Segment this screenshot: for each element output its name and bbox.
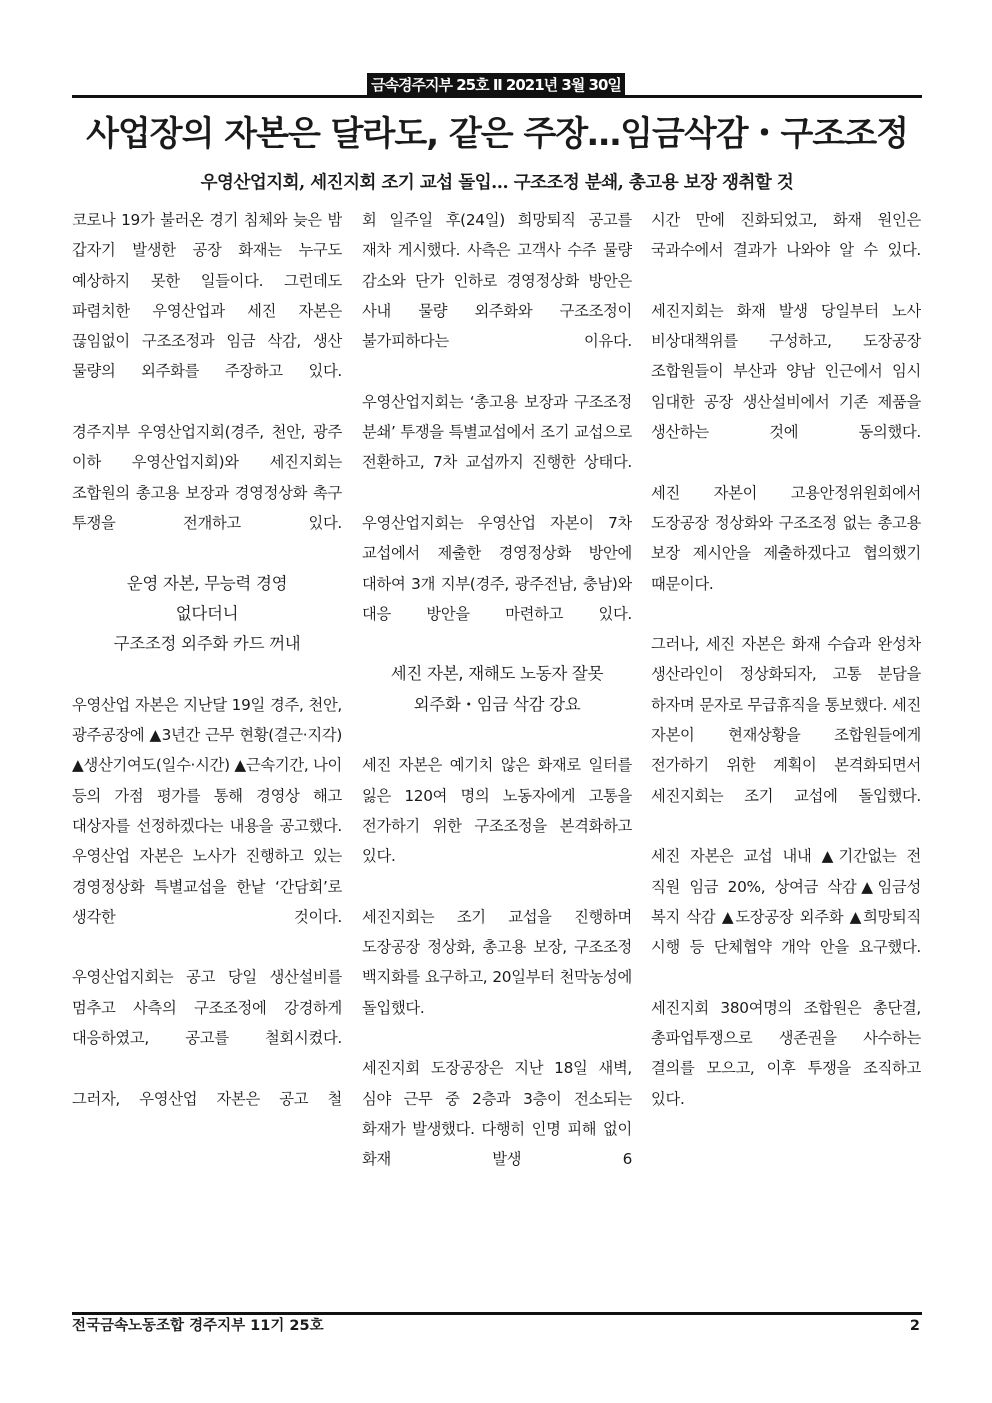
section-heading-line: 외주화・임금 삭감 강요 [413, 694, 581, 714]
paragraph: 세진지회 도장공장은 지난 18일 새벽, 심야 근무 중 2층과 3층이 전소되는 화재가 발생했다. 다행히 인명 피해 없이 화재 발생 6 [362, 1059, 632, 1169]
paragraph: 세진지회는 조기 교섭을 진행하며 도장공장 정상화, 총고용 보장, 구조조정 백지화를 요구하고, 20일부터 천막농성에 돌입했다. [362, 907, 632, 1017]
issue-date-tag: 금속경주지부 25호 Ⅱ 2021년 3월 30일 [367, 73, 625, 97]
paragraph: 회 일주일 후(24일) 희망퇴직 공고를 재차 게시했다. 사측은 고객사 수주 물량 감소와 단가 인하로 경영정상화 방안은 사내 물량 외주화와 구조조정이 불가피하다는 이유다. [362, 211, 632, 351]
article-subheadline: 우영산업지회, 세진지회 조기 교섭 돌입… 구조조정 분쇄, 총고용 보장 쟁취할 것 [200, 173, 794, 193]
paragraph: 시간 만에 진화되었고, 화재 원인은 국과수에서 결과가 나와야 알 수 있다. [651, 211, 921, 260]
section-heading [362, 659, 632, 720]
paragraph: 우영산업 자본은 지난달 19일 경주, 천안, 광주공장에 ▲3년간 근무 현황(결근·지각) ▲생산기여도(일수·시간) ▲근속기간, 나이 등의 가점 평가를 통해 경영상 해고 대상자를 선정하겠다는 내용을 공고했다. 우영산업 자본은 노사가 진행하고 있는 경영정상화 특별교섭을 한낱 ‘간담회’로 생각한 것이다. [72, 695, 342, 926]
section-heading-line: 구조조정 외주화 카드 꺼내 [113, 634, 301, 654]
paragraph: 그러나, 세진 자본은 화재 수습과 완성차 생산라인이 정상화되자, 고통 분담을 하자며 문자로 무급휴직을 통보했다. 세진 자본이 현재상황을 조합원들에게 전가하기 위한 계획이 본격화되면서 세진지회는 조기 교섭에 돌입했다. [651, 635, 921, 805]
paragraph: 경주지부 우영산업지회(경주, 천안, 광주 이하 우영산업지회)와 세진지회는 조합원의 총고용 보장과 경영정상화 촉구 투쟁을 전개하고 있다. [72, 423, 342, 532]
page-number: 2 [909, 1318, 920, 1334]
section-heading-line: 없다더니 [175, 603, 239, 623]
paragraph: 세진 자본이 고용안정위원회에서 도장공장 정상화와 구조조정 없는 총고용 보장 제시안을 제출하겠다고 협의했기 때문이다. [651, 483, 921, 593]
paragraph: 세진지회는 화재 발생 당일부터 노사 비상대책위를 구성하고, 도장공장 조합원들이 부산과 양남 인근에서 임시 임대한 공장 생산설비에서 기존 제품을 생산하는 것에 동의했다. [651, 301, 921, 442]
section-heading [72, 569, 342, 660]
paragraph: 세진지회 380여명의 조합원은 총단결, 총파업투쟁으로 생존권을 사수하는 결의를 모으고, 이후 투쟁을 조직하고 있다. [651, 998, 921, 1108]
paragraph: 우영산업지회는 우영산업 자본이 7차 교섭에서 제출한 경영정상화 방안에 대하여 3개 지부(경주, 광주전남, 충남)와 대응 방안을 마련하고 있다. [362, 513, 632, 623]
paragraph: 코로나 19가 불러온 경기 침체와 늦은 밤 갑자기 발생한 공장 화재는 누구도 예상하지 못한 일들이다. 그런데도 파렴치한 우영산업과 세진 자본은 끊임없이 구조조정과 임금 삭감, 생산 물량의 외주화를 주장하고 있다. [72, 211, 342, 381]
paragraph: 그러자, 우영산업 자본은 공고 철 [72, 1089, 342, 1108]
section-heading-line: 운영 자본, 무능력 경영 [126, 573, 288, 593]
footer-publication: 전국금속노동조합 경주지부 11기 25호 [72, 1318, 324, 1334]
header-rule [72, 95, 922, 98]
article-column-2 [362, 205, 632, 1273]
paragraph: 세진 자본은 예기치 않은 화재로 일터를 잃은 120여 명의 노동자에게 고통을 전가하기 위한 구조조정을 본격화하고 있다. [362, 756, 632, 866]
article-headline: 사업장의 자본은 달라도, 같은 주장…임금삭감・구조조정 [86, 114, 908, 154]
article-column-1 [72, 205, 342, 1273]
paragraph: 우영산업지회는 ‘총고용 보장과 구조조정 분쇄’ 투쟁을 특별교섭에서 조기 교섭으로 전환하고, 7차 교섭까지 진행한 상태다. [362, 392, 632, 472]
paragraph: 세진 자본은 교섭 내내 ▲기간없는 전 직원 임금 20%, 상여금 삭감▲임금성 복지 삭감 ▲도장공장 외주화 ▲희망퇴직 시행 등 단체협약 개악 안을 요구했다. [651, 847, 921, 957]
article-column-3 [651, 205, 921, 1273]
paragraph: 우영산업지회는 공고 당일 생산설비를 멈추고 사측의 구조조정에 강경하게 대응하였고, 공고를 철회시켰다. [72, 968, 342, 1048]
section-heading-line: 세진 자본, 재해도 노동자 잘못 [390, 664, 604, 684]
